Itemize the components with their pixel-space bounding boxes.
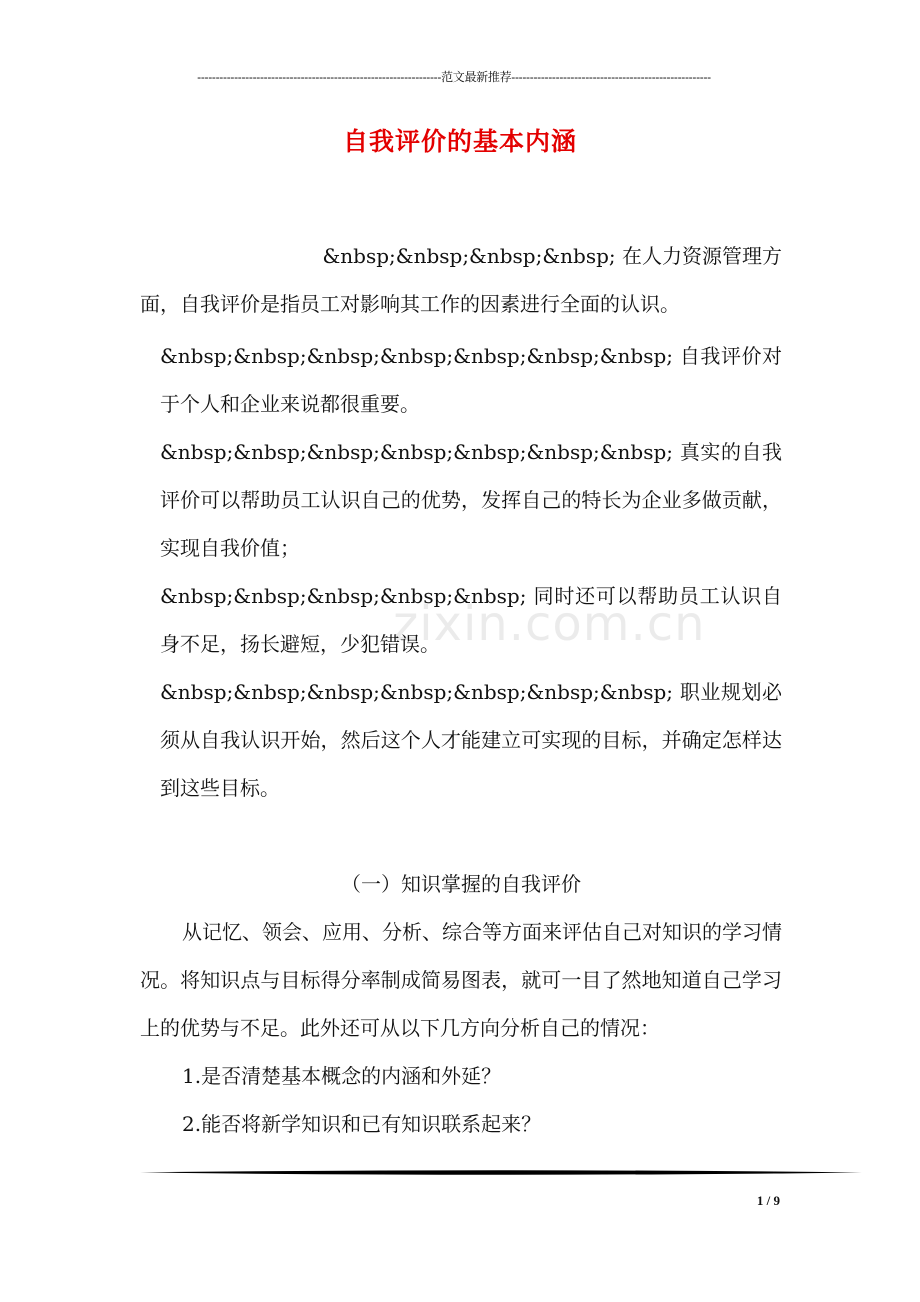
watermark: zixin.com.cn — [393, 596, 706, 652]
paragraph-2-block — [140, 332, 782, 428]
list-item: 1.是否清楚基本概念的内涵和外延？ — [182, 1064, 502, 1088]
list-block — [140, 1052, 782, 1148]
paragraph-3-block — [140, 428, 782, 572]
paragraph-3: &nbsp;&nbsp;&nbsp;&nbsp;&nbsp;&nbsp;&nbsp; 真实的自我评价可以帮助员工认识自己的优势，发挥自己的特长为企业多做贡献，实现自我价值； — [160, 440, 782, 560]
paragraph-5-block — [140, 668, 782, 812]
paragraph-2: &nbsp;&nbsp;&nbsp;&nbsp;&nbsp;&nbsp;&nbsp; 自我评价对于个人和企业来说都很重要。 — [160, 344, 782, 416]
paragraph-4: &nbsp;&nbsp;&nbsp;&nbsp;&nbsp; 同时还可以帮助员工认识自身不足，扬长避短，少犯错误。 — [160, 584, 782, 656]
section-heading: （一）知识掌握的自我评价 — [341, 872, 581, 896]
document-body — [140, 232, 782, 328]
page-number: 1 / 9 — [756, 1193, 780, 1208]
paragraph-5: &nbsp;&nbsp;&nbsp;&nbsp;&nbsp;&nbsp;&nbsp; 职业规划必须从自我认识开始，然后这个人才能建立可实现的目标，并确定怎样达到这些目标。 — [160, 680, 782, 800]
paragraph-6-block — [140, 908, 782, 1052]
paragraph-4-block — [140, 572, 782, 668]
paragraph-6: 从记忆、领会、应用、分析、综合等方面来评估自己对知识的学习情况。将知识点与目标得分率制成简易图表，就可一目了然地知道自己学习上的优势与不足。此外还可从以下几方向分析自己的情况： — [140, 920, 782, 1040]
page-header: ------------------------------------------------------------------范文最新推荐------------------------------------------------------ — [197, 70, 711, 84]
list-item: 2.能否将新学知识和已有知识联系起来？ — [182, 1112, 542, 1136]
paragraph-1-line-2: 面，自我评价是指员工对影响其工作的因素进行全面的认识。 — [140, 292, 680, 316]
footer-divider — [140, 1169, 862, 1176]
document-title: 自我评价的基本内涵 — [342, 127, 577, 156]
paragraph-1-line-1: &nbsp;&nbsp;&nbsp;&nbsp; 在人力资源管理方 — [322, 244, 782, 268]
